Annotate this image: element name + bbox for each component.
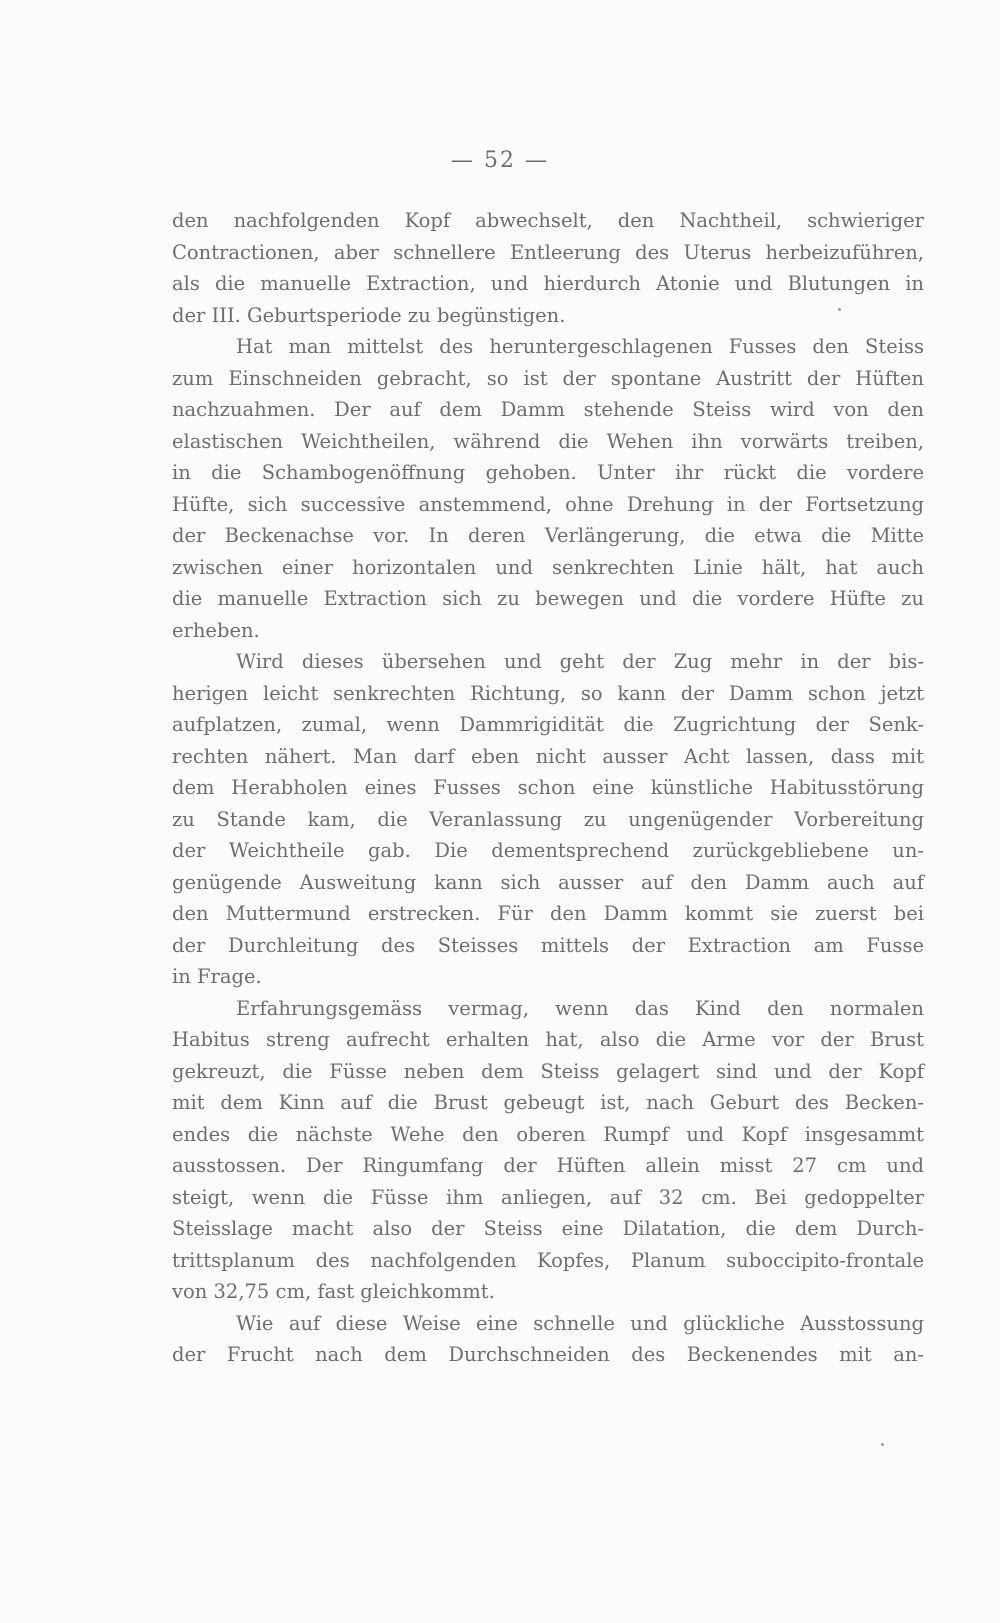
body-text — [172, 205, 924, 1371]
text-line: trittsplanum des nachfolgenden Kopfes, Planum suboccipito-frontale — [172, 1248, 924, 1272]
text-line: endes die nächste Wehe den oberen Rumpf und Kopf insgesammt — [172, 1122, 924, 1146]
text-line: den nachfolgenden Kopf abwechselt, den Nachtheil, schwieriger — [172, 209, 924, 232]
paragraph — [172, 1308, 924, 1371]
text-line: Steisslage macht also der Steiss eine Dilatation, die dem Durch- — [172, 1217, 924, 1240]
text-line: dem Herabholen eines Fusses schon eine künstliche Habitusstörung — [172, 776, 924, 799]
paragraph — [172, 993, 924, 1308]
page-number: — 52 — — [451, 148, 549, 173]
text-line: der Weichtheile gab. Die dementsprechend zurückgebliebene un- — [172, 839, 924, 862]
text-line: ausstossen. Der Ringumfang der Hüften allein misst 27 cm und — [172, 1154, 924, 1177]
text-line: rechten nähert. Man darf eben nicht ausser Acht lassen, dass mit — [172, 744, 924, 768]
text-line: Habitus streng aufrecht erhalten hat, also die Arme vor der Brust — [172, 1028, 924, 1051]
text-line: nachzuahmen. Der auf dem Damm stehende Steiss wird von den — [172, 398, 924, 421]
paragraph — [172, 646, 924, 993]
text-line: der Durchleitung des Steisses mittels der Extraction am Fusse — [172, 933, 924, 957]
text-line: mit dem Kinn auf die Brust gebeugt ist, nach Geburt des Becken- — [172, 1091, 924, 1114]
text-line: der Frucht nach dem Durchschneiden des Beckenendes mit an- — [172, 1343, 924, 1366]
text-line: aufplatzen, zumal, wenn Dammrigidität die Zugrichtung der Senk- — [172, 713, 924, 736]
paragraph — [172, 331, 924, 646]
text-line: zu Stande kam, die Veranlassung zu ungenügender Vorbereitung — [172, 807, 924, 831]
text-line: in Frage. — [172, 965, 262, 988]
text-line: Wie auf diese Weise eine schnelle und glückliche Ausstossung — [236, 1311, 924, 1335]
text-line: Erfahrungsgemäss vermag, wenn das Kind den normalen — [236, 996, 924, 1020]
text-line: die manuelle Extraction sich zu bewegen und die vordere Hüfte zu — [172, 587, 924, 610]
text-line: erheben. — [172, 618, 260, 642]
text-line: als die manuelle Extraction, und hierdurch Atonie und Blutungen in — [172, 272, 924, 295]
text-line: Hüfte, sich successive anstemmend, ohne Drehung in der Fortsetzung — [172, 492, 924, 516]
text-line: elastischen Weichtheilen, während die Wehen ihn vorwärts treiben, — [172, 429, 924, 453]
text-line: herigen leicht senkrechten Richtung, so kann der Damm schon jetzt — [172, 681, 924, 705]
text-line: der Beckenachse vor. In deren Verlängerung, die etwa die Mitte — [172, 524, 924, 547]
text-line: zwischen einer horizontalen und senkrechten Linie hält, hat auch — [172, 555, 924, 579]
scan-speck — [881, 1443, 884, 1446]
text-line: genügende Ausweitung kann sich ausser auf den Damm auch auf — [172, 870, 924, 894]
text-line: gekreuzt, die Füsse neben dem Steiss gelagert sind und der Kopf — [172, 1059, 924, 1083]
text-line: zum Einschneiden gebracht, so ist der spontane Austritt der Hüften — [172, 366, 924, 390]
text-line: den Muttermund erstrecken. Für den Damm kommt sie zuerst bei — [172, 902, 924, 925]
scan-speck — [838, 308, 841, 311]
text-line: Wird dieses übersehen und geht der Zug mehr in der bis- — [236, 650, 924, 673]
text-line: Hat man mittelst des heruntergeschlagenen Fusses den Steiss — [236, 335, 924, 358]
text-line: steigt, wenn die Füsse ihm anliegen, auf 32 cm. Bei gedoppelter — [172, 1185, 924, 1209]
text-line: von 32,75 cm, fast gleichkommt. — [172, 1280, 495, 1303]
text-line: in die Schambogenöffnung gehoben. Unter ihr rückt die vordere — [172, 461, 924, 484]
text-line: Contractionen, aber schnellere Entleerung des Uterus herbeizuführen, — [172, 240, 924, 264]
paragraph — [172, 205, 924, 331]
text-line: der III. Geburtsperiode zu begünstigen. — [172, 303, 566, 327]
